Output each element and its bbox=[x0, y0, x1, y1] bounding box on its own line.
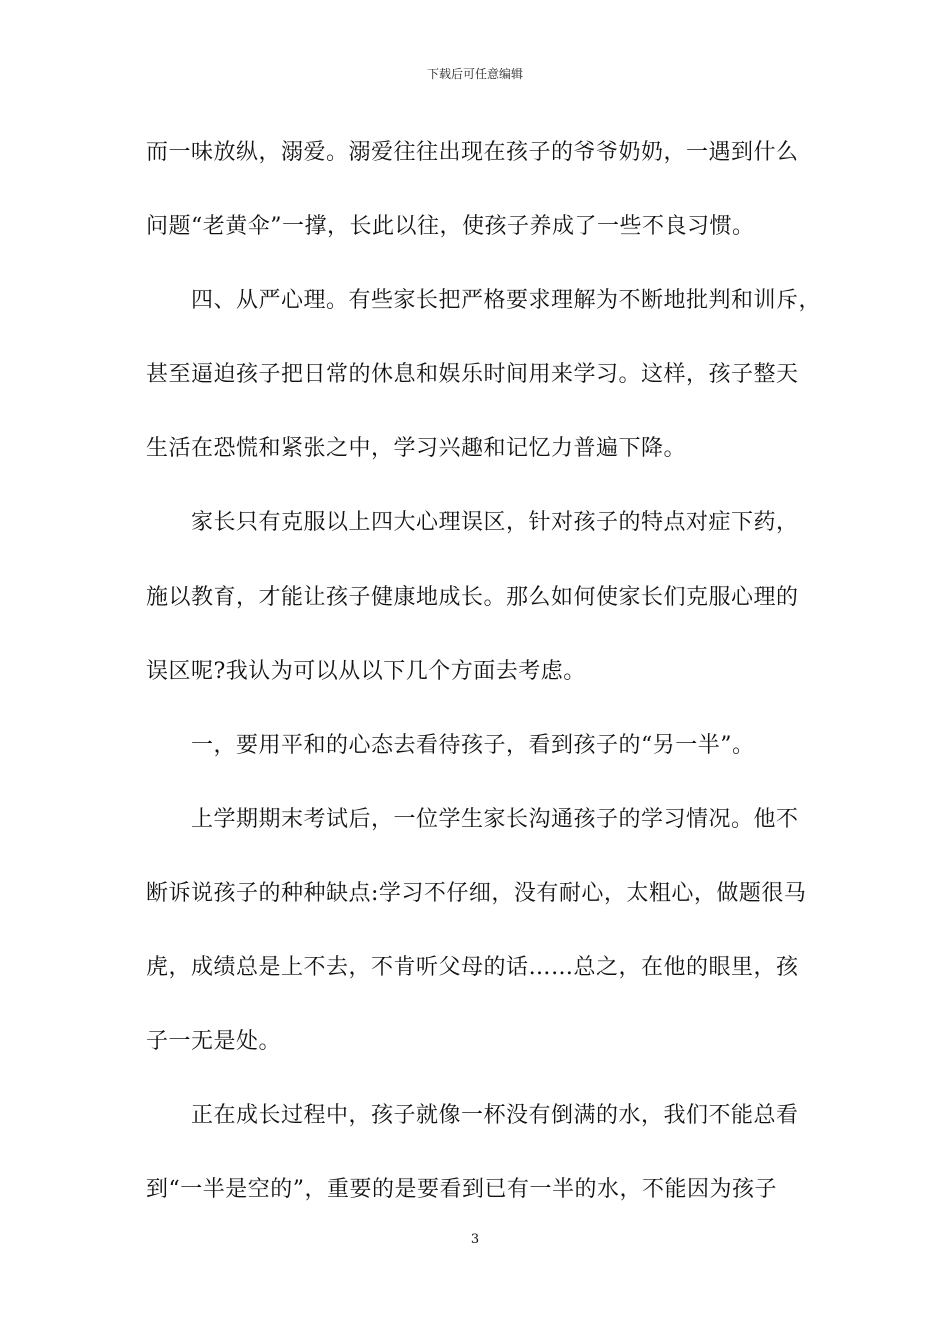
body-line: 生活在恐慌和紧张之中，学习兴趣和记忆力普遍下降。 bbox=[146, 436, 687, 461]
body-line: 子一无是处。 bbox=[146, 1029, 282, 1054]
body-line: 到“一半是空的”，重要的是要看到已有一半的水，不能因为孩子 bbox=[146, 1177, 777, 1202]
body-line: 一，要用平和的心态去看待孩子，看到孩子的“另一半”。 bbox=[191, 733, 755, 758]
page-header-note: 下载后可任意编辑 bbox=[426, 67, 523, 81]
body-line: 误区呢?我认为可以从以下几个方面去考虑。 bbox=[146, 659, 586, 684]
body-line: 施以教育，才能让孩子健康地成长。那么如何使家长们克服心理的 bbox=[146, 585, 799, 610]
body-line: 正在成长过程中，孩子就像一杯没有倒满的水，我们不能总看 bbox=[191, 1103, 799, 1128]
page-number: 3 bbox=[470, 1232, 480, 1247]
body-line: 甚至逼迫孩子把日常的休息和娱乐时间用来学习。这样，孩子整天 bbox=[146, 362, 799, 387]
body-line: 上学期期末考试后，一位学生家长沟通孩子的学习情况。他不 bbox=[191, 807, 799, 832]
body-line: 而一味放纵，溺爱。溺爱往往出现在孩子的爷爷奶奶，一遇到什么 bbox=[146, 140, 799, 165]
body-line: 四、从严心理。有些家长把严格要求理解为不断地批判和训斥， bbox=[191, 288, 822, 313]
body-line: 断诉说孩子的种种缺点:学习不仔细，没有耐心，太粗心，做题很马 bbox=[146, 881, 807, 906]
body-line: 虎，成绩总是上不去，不肯听父母的话……总之，在他的眼里，孩 bbox=[146, 955, 799, 980]
body-line: 问题“老黄伞”一撑，长此以往，使孩子养成了一些不良习惯。 bbox=[146, 214, 755, 239]
body-line: 家长只有克服以上四大心理误区，针对孩子的特点对症下药， bbox=[191, 510, 799, 535]
